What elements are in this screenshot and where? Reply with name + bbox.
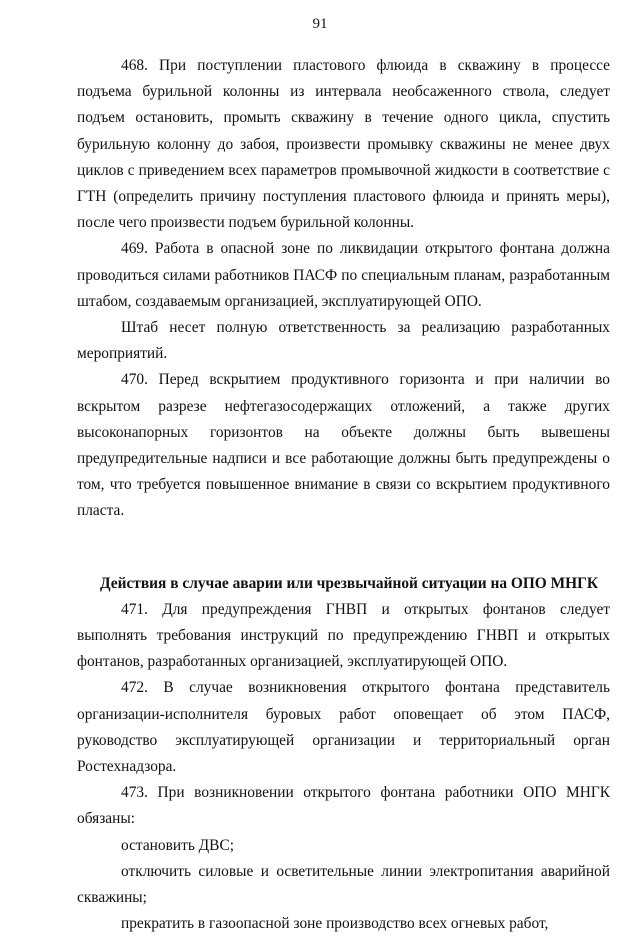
paragraph-472: 472. В случае возникновения открытого фонтана представитель организации-исполнителя буровых работ оповещает об этом ПАСФ, руководство эксплуатирующей организации и территориальный орган Ростехнадзора.	[77, 679, 610, 776]
page-content	[77, 53, 610, 938]
section-heading: Действия в случае аварии или чрезвычайной ситуации на ОПО МНГК	[100, 574, 599, 592]
paragraph-470: 470. Перед вскрытием продуктивного горизонта и при наличии во вскрытом разрезе нефтегазосодержащих отложений, а также других высоконапорных горизонтов на объекте должны быть вывешены предупредительные надписи и все работающие должны быть предупреждены о том, что требуется повышенное внимание в связи со вскрытием продуктивного пласта.	[77, 371, 610, 520]
paragraph-469: 469. Работа в опасной зоне по ликвидации открытого фонтана должна проводиться силами работников ПАСФ по специальным планам, разработанным штабом, создаваемым организацией, эксплуатирующей ОПО.	[77, 240, 610, 310]
list-item-disconnect-power: отключить силовые и осветительные линии электропитания аварийной скважины;	[77, 862, 610, 907]
list-item-stop-engine: остановить ДВС;	[121, 836, 234, 854]
page-number: 91	[312, 16, 328, 32]
paragraph-471: 471. Для предупреждения ГНВП и открытых фонтанов следует выполнять требования инструкций по предупреждению ГНВП и открытых фонтанов, разработанных организацией, эксплуатирующей ОПО.	[77, 600, 610, 671]
paragraph-headquarters: Штаб несет полную ответственность за реализацию разработанных мероприятий.	[77, 319, 610, 363]
paragraph-473: 473. При возникновении открытого фонтана работники ОПО МНГК обязаны:	[77, 784, 610, 828]
list-item-stop-hot-work: прекратить в газоопасной зоне производство всех огневых работ,	[121, 915, 549, 933]
paragraph-468: 468. При поступлении пластового флюида в скважину в процессе подъема бурильной колонны из интервала необсаженного ствола, следует подъем остановить, промыть скважину в течение одного цикла, спустить бурильную колонну до забоя, произвести промывку скважины не менее двух циклов с приведением всех параметров промывочной жидкости в соответствие с ГТН (определить причину поступления пластового флюида и принять меры), после чего произвести подъем бурильной колонны.	[77, 57, 610, 232]
